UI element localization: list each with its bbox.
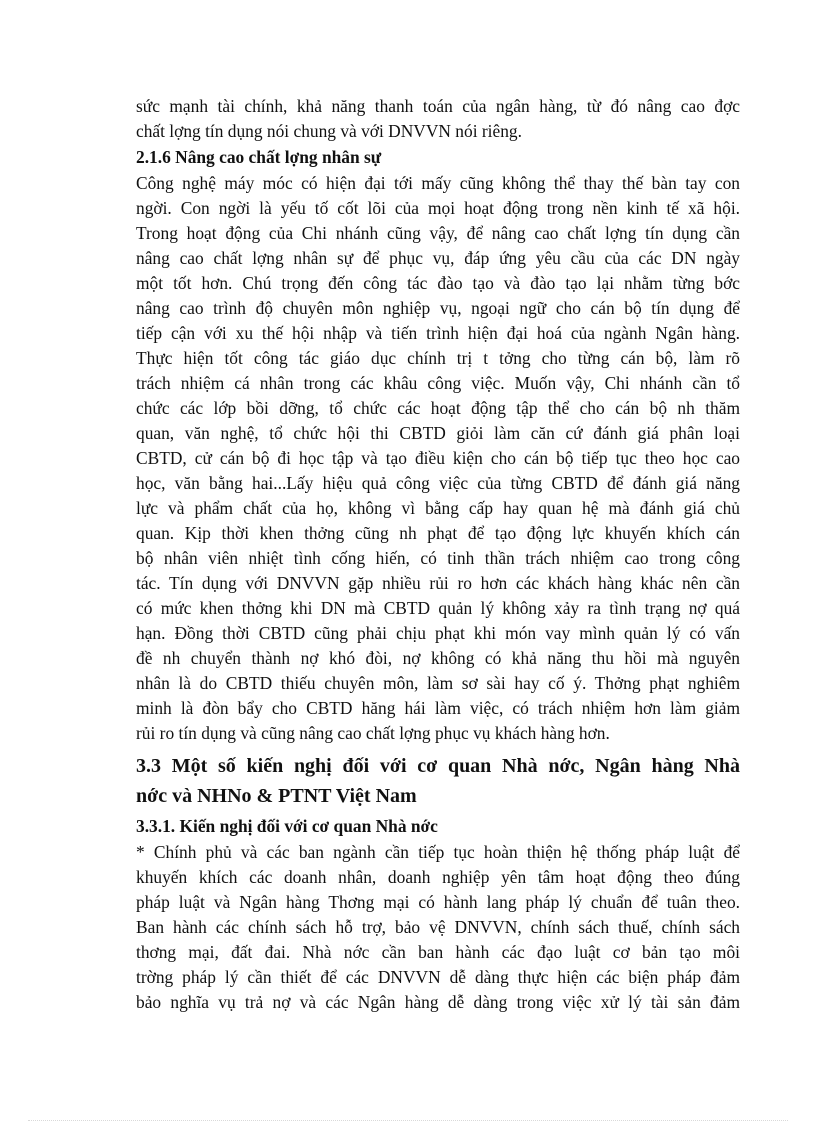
paragraph-line: lực và phẩm chất của họ, không vì bằng cấp hay quan hệ mà đánh giá chủ [136,498,740,518]
paragraph-line: tác. Tín dụng với DNVVN gặp nhiều rủi ro hơn các khách hàng khác nên cần [136,573,740,593]
section-heading-3-3-cont: nớc và NHNo & PTNT Việt Nam [136,785,417,807]
section-heading-3-3-1: 3.3.1. Kiến nghị đối với cơ quan Nhà nớc [136,816,438,836]
paragraph-line: chất lợng tín dụng nói chung và với DNVVN nói riêng. [136,121,522,141]
paragraph-line: chức các lớp bồi dỡng, tổ chức các hoạt động tập thể cho cán bộ nh thăm [136,398,740,418]
page-bottom-divider [28,1120,788,1121]
paragraph-line: trách nhiệm cá nhân trong các khâu công việc. Muốn vậy, Chi nhánh cần tổ [136,373,740,393]
paragraph-line: minh là đòn bẩy cho CBTD hăng hái làm việc, có trách nhiệm hơn làm giảm [136,698,740,718]
section-heading-2-1-6: 2.1.6 Nâng cao chất lợng nhân sự [136,147,382,167]
paragraph-line: Thực hiện tốt công tác giáo dục chính trị t tởng cho từng cán bộ, làm rõ [136,348,740,368]
paragraph-line: một tốt hơn. Chú trọng đến công tác đào tạo và đào tạo lại nhằm từng bớc [136,273,740,293]
paragraph-line: hạn. Đồng thời CBTD cũng phải chịu phạt khi món vay mình quản lý có vấn [136,623,740,643]
paragraph-line: Trong hoạt động của Chi nhánh cũng vậy, để nâng cao chất lợng tín dụng cần [136,223,740,243]
paragraph-line: nâng cao trình độ chuyên môn nghiệp vụ, ngoại ngữ cho cán bộ tín dụng để [136,298,740,318]
paragraph-line: bộ nhân viên nhiệt tình cống hiến, có tinh thần trách nhiệm cao trong công [136,548,740,568]
paragraph-line: thơng mại, đất đai. Nhà nớc cần ban hành các đạo luật cơ bản tạo môi [136,942,740,962]
paragraph-line: bảo nghĩa vụ trả nợ và các Ngân hàng dễ dàng trong việc xử lý tài sản đảm [136,992,740,1012]
paragraph-line: rủi ro tín dụng và cũng nâng cao chất lợng phục vụ khách hàng hơn. [136,723,610,743]
paragraph-line: có mức khen thởng khi DN mà CBTD quản lý không xảy ra tình trạng nợ quá [136,598,740,618]
paragraph-line: Ban hành các chính sách hỗ trợ, bảo vệ DNVVN, chính sách thuế, chính sách [136,917,740,937]
paragraph-line: sức mạnh tài chính, khả năng thanh toán của ngân hàng, từ đó nâng cao đợc [136,96,740,116]
paragraph-line: pháp luật và Ngân hàng Thơng mại có hành lang pháp lý chuẩn để tuân theo. [136,892,740,912]
bullet-asterisk: * [136,842,145,862]
paragraph-line: tiếp cận với xu thế hội nhập và tiến trình hiện đại hoá của ngành Ngân hàng. [136,323,740,343]
paragraph-line: ngời. Con ngời là yếu tố cốt lõi của mọi hoạt động trong nền kinh tế xã hội. [136,198,740,218]
paragraph-line-text: Chính phủ và các ban ngành cần tiếp tục hoàn thiện hệ thống pháp luật để [153,842,740,862]
paragraph-line: khuyến khích các doanh nhân, doanh nghiệp yên tâm hoạt động theo đúng [136,867,740,887]
paragraph-line: Công nghệ máy móc có hiện đại tới mấy cũng không thể thay thế bàn tay con [136,173,740,193]
paragraph-line: học, văn bằng hai...Lấy hiệu quả công việc của từng CBTD để đánh giá năng [136,473,740,493]
paragraph-line: trờng pháp lý cần thiết để các DNVVN dễ dàng thực hiện các biện pháp đảm [136,967,740,987]
paragraph-line: nâng cao chất lợng nhân sự để phục vụ, đáp ứng yêu cầu của các DN ngày [136,248,740,268]
paragraph-line-bullet [136,840,740,865]
paragraph-line: nhân là do CBTD thiếu chuyên môn, làm sơ sài hay cố ý. Thởng phạt nghiêm [136,673,740,693]
paragraph-line: đề nh chuyển thành nợ khó đòi, nợ không có khả năng thu hồi mà nguyên [136,648,740,668]
paragraph-line: CBTD, cử cán bộ đi học tập và tạo điều kiện cho cán bộ tiếp tục theo học cao [136,448,740,468]
paragraph-line: quan, văn nghệ, tổ chức hội thi CBTD giỏi làm căn cứ đánh giá phân loại [136,423,740,443]
section-heading-3-3: 3.3 Một số kiến nghị đối với cơ quan Nhà nớc, Ngân hàng Nhà [136,755,740,777]
paragraph-line: quan. Kịp thời khen thởng cũng nh phạt để tạo động lực khuyến khích cán [136,523,740,543]
